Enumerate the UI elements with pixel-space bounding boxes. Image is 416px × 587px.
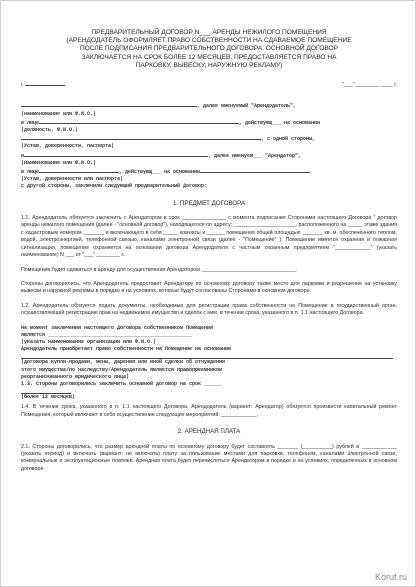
reg-line: является ________________________________________________ <box>21 331 193 338</box>
party2-charter-hint: (Устав, доверенности или паспорта) <box>21 176 124 183</box>
date-label: "___" ________ ____ г. <box>341 82 397 89</box>
party2-name-hint: (наименование или Ф.И.О.) <box>21 159 97 166</box>
reg-line: (договора купли-продажи, мены, дарения или иной сделки об отчуждении <box>21 359 226 366</box>
reg-line: Арендодатель приобретает право собственности на Помещение на основании <box>21 346 232 353</box>
watermark: Koruf.ru <box>374 572 407 582</box>
title-line: ПРЕДВАРИТЕЛЬНЫЙ ДОГОВОР N___ АРЕНДЫ НЕЖИЛОГО ПОМЕЩЕНИЯ <box>91 29 327 36</box>
paragraph-purpose: Помещение будет сдаваться в аренду для осуществления Арендатором ________________________________. <box>21 266 298 273</box>
party2-block <box>21 151 397 191</box>
party2-and: и <box>21 152 25 159</box>
party1-lead: , далее именуемый "Арендодатель", <box>197 103 297 110</box>
paragraph-parking: Стороны договорились, что Арендодатель предоставит Арендатору по основному договору также место для парковки и разрешение на установку вывески и наружной рекламы в порядке и на условиях, которые будут согласованы Сторонами в основном договоре. <box>21 280 397 295</box>
registration-block <box>21 325 397 402</box>
paragraph-1-1: 1.1. Арендодатель обязуется заключить с Арендатором в срок _______________ с момента подписания Сторонами настоящего Договора " договор аренды нежилого помещения (далее - "основной договор"), находящегося по адресу: _____________________, расположенного на _____ этаже здания с кадастровым номером _______ и включающего в себя _____ комнаты и ______ помещения общей площадью _______ кв. м, обеспеченного теплом, водой, электроэнергией, телефонной связью, каналами электронной связи (далее - "Помещение" ). Помещение имеется охранная и пожарная сигнализация, помещение охраняется на основании договора Арендодателя с частным охранным предприятием "____________" (указать наименование) N ___ от "___" ________ г. <box>21 215 397 259</box>
party1-acting: , действующ___ на основании <box>239 119 321 126</box>
party1-one-side: , с одной стороны, <box>261 136 316 143</box>
paragraph-1-2: 1.2. Арендодатель обязуется подать документы, необходимые для регистрации права собственности на Помещение в государственный орган, осуществляющий регистрацию прав на недвижимое имущество и сделок с ним, в течение срока, указанного в п. 1.1 настоящего Договора. <box>21 302 397 317</box>
section1-title: 1. ПРЕДМЕТ ДОГОВОРА <box>173 199 245 207</box>
reg-line: На момент заключения настоящего Договора собственником Помещения <box>21 324 214 331</box>
reg-line: 1.3. Стороны договорились заключить основной договор на срок ______ <box>21 380 223 387</box>
party1-position-hint: (должность, Ф.И.О.) <box>21 127 79 134</box>
title-line: ЗАКЛЮЧАЕТСЯ НА СРОК БОЛЕЕ 12 МЕСЯЦЕВ, ПРЕДОСТАВЛЯЕТСЯ ПРАВО НА <box>81 53 337 61</box>
party2-lead: , далее именуем___ "Арендатор", <box>208 152 302 159</box>
party1-block <box>21 101 397 150</box>
reg-line: реорганизованного юридического лица) <box>21 373 130 380</box>
party2-in-face: в лице <box>21 169 40 176</box>
party2-other-side: с другой стороны, заключили следующий предварительный Договор: <box>21 183 208 190</box>
reg-line: (более 12 месяцев) <box>21 394 76 401</box>
city-label: г. <box>21 80 65 89</box>
party1-in-face: в лице <box>21 119 40 126</box>
title-line: ПАРКОВКУ, ВЫВЕСКУ, НАРУЖНУЮ РЕКЛАМУ) <box>135 61 283 69</box>
document-title <box>21 29 397 70</box>
reg-line: (указать наименование организации или Ф.И.О.) <box>21 338 157 345</box>
party1-name-hint: (наименование или Ф.И.О.) <box>21 110 97 117</box>
section2-title: 2. АРЕНДНАЯ ПЛАТА <box>177 428 241 436</box>
document-body <box>21 29 397 480</box>
city-date-row <box>21 80 397 89</box>
reg-line: этого имущества/по наследству/Арендодатель является правопреемником <box>21 366 223 373</box>
party1-charter-hint: (Устав, доверенности, паспорта) <box>21 143 115 150</box>
title-line: ПОСЛЕ ПОДПИСАНИЯ ПРЕДВАРИТЕЛЬНОГО ДОГОВОРА, ОСНОВНОЙ ДОГОВОР <box>79 45 339 53</box>
paragraph-2-1: 2.1. Стороны договорились, что размер арендной платы по основному договору будет составлять _______ (__________) рублей в ____________ (указать период) и включать (вариант: не включать) плату за пользование местами для парковки, телефоном, каналами электронной связи, коммунальные и эксплуатационные платежи. Арендная плата будет перечисляться Арендатором в порядке и на условиях, определенных в основном договоре. <box>21 443 397 472</box>
party2-acting: , действующ___ на основании <box>119 169 201 176</box>
title-line: (АРЕНДОДАТЕЛЬ ОФОРМЛЯЕТ ПРАВО СОБСТВЕННОСТИ НА СДАВАЕМОЕ ПОМЕЩЕНИЕ <box>66 37 352 45</box>
paragraph-1-4: 1.4. В течение срока, указанного в п. 1.1 настоящего Договора, Арендодатель (вариант: Арендатор) обязуется произвести капитальный ремонт Помещения, который включает в себя осуществление следующих мероприятий: ____________. <box>21 404 397 418</box>
